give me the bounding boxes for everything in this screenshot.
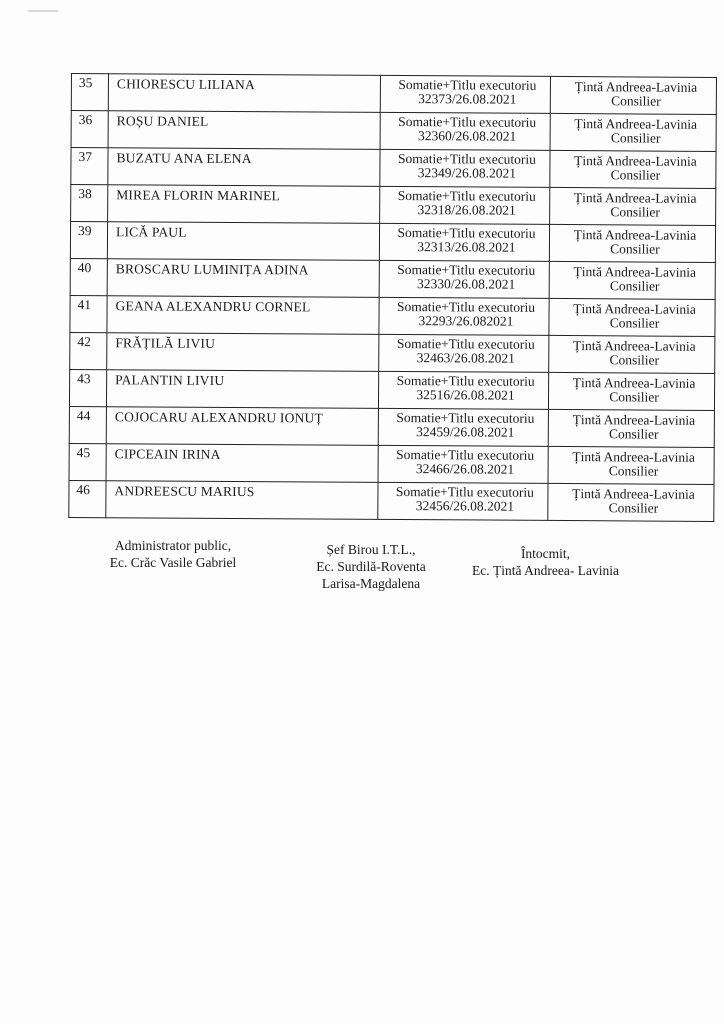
- row-number-cell: [69, 369, 106, 406]
- document-cell: [378, 371, 548, 409]
- responsible-title: Consilier: [609, 315, 660, 331]
- signature-role: Administrator public,: [114, 538, 232, 553]
- document-cell: [378, 408, 548, 446]
- responsible-cell: [549, 335, 715, 373]
- responsible-name: Țintă Andreea-Lavinia: [573, 301, 696, 317]
- row-number: 38: [78, 186, 92, 202]
- debtor-name: COJOCARU ALEXANDRU IONUȚ: [114, 409, 324, 426]
- responsible-title: Consilier: [610, 167, 661, 183]
- responsible-title: Consilier: [609, 278, 660, 294]
- row-number-cell: [69, 480, 106, 517]
- responsible-name: Țintă Andreea-Lavinia: [572, 449, 695, 465]
- row-number-cell: [71, 148, 108, 185]
- document-type: Somatie+Titlu executoriu: [396, 372, 535, 389]
- document-cell: [380, 186, 550, 224]
- document-number: 32318/26.08.2021: [417, 202, 516, 218]
- row-number-cell: [70, 295, 107, 332]
- responsible-cell: [550, 187, 716, 225]
- debtor-name: BUZATU ANA ELENA: [116, 150, 252, 167]
- debtor-name-cell: [107, 222, 379, 261]
- document-cell: [380, 149, 550, 187]
- responsible-cell: [549, 261, 715, 299]
- responsible-name: Țintă Andreea-Lavinia: [572, 412, 696, 428]
- responsible-cell: [549, 224, 715, 262]
- document-type: Somatie+Titlu executoriu: [398, 77, 537, 93]
- responsible-title: Consilier: [609, 352, 660, 368]
- responsible-cell: [548, 409, 714, 447]
- table-row: [69, 443, 714, 484]
- responsible-title: Consilier: [608, 500, 659, 516]
- row-number-cell: [70, 222, 107, 259]
- debtor-name-cell: [108, 111, 380, 150]
- payment-notices-table: [68, 73, 717, 522]
- debtor-name: CHIORESCU LILIANA: [116, 76, 256, 93]
- table-row: [71, 111, 716, 152]
- document-type: Somatie+Titlu executoriu: [396, 409, 535, 426]
- debtor-name: BROSCARU LUMINIȚA ADINA: [115, 261, 309, 278]
- row-number: 43: [77, 371, 91, 387]
- debtor-name: FRĂȚILĂ LIVIU: [115, 335, 216, 351]
- row-number-cell: [70, 332, 107, 369]
- debtor-name: ROȘU DANIEL: [116, 113, 209, 129]
- responsible-cell: [548, 372, 714, 410]
- document-type: Somatie+Titlu executoriu: [396, 446, 535, 463]
- debtor-name-cell: [106, 370, 378, 409]
- signature-head-of-office: [286, 541, 456, 592]
- document-number: 32293/26.082021: [418, 313, 514, 329]
- row-number-cell: [71, 111, 108, 148]
- document-number: 32373/26.08.2021: [418, 91, 517, 107]
- document-number: 32456/26.08.2021: [415, 498, 515, 514]
- responsible-title: Consilier: [608, 463, 659, 479]
- row-number: 39: [77, 223, 92, 239]
- responsible-name: Țintă Andreea-Lavinia: [574, 79, 698, 95]
- debtor-name: LICĂ PAUL: [115, 224, 187, 240]
- row-number: 35: [78, 75, 93, 91]
- row-number-cell: [71, 185, 108, 222]
- responsible-title: Consilier: [611, 93, 661, 109]
- debtor-name-cell: [106, 444, 378, 483]
- responsible-name: Țintă Andreea-Lavinia: [572, 486, 695, 502]
- debtor-name-cell: [107, 259, 379, 298]
- document-number: 32313/26.08.2021: [417, 239, 516, 255]
- responsible-name: Țintă Andreea-Lavinia: [573, 227, 697, 243]
- table-row: [70, 222, 715, 263]
- responsible-cell: [550, 76, 716, 114]
- table-row: [70, 332, 715, 373]
- debtor-name-cell: [107, 296, 379, 335]
- row-number: 44: [76, 408, 91, 424]
- responsible-name: Țintă Andreea-Lavinia: [573, 264, 697, 280]
- table-row: [69, 369, 714, 410]
- debtor-name: MIREA FLORIN MARINEL: [116, 187, 281, 204]
- table-row: [69, 406, 714, 447]
- table-row: [69, 480, 714, 521]
- document-cell: [380, 112, 550, 150]
- responsible-title: Consilier: [609, 426, 659, 442]
- responsible-cell: [550, 150, 716, 188]
- signature-name-continued: Larisa-Magdalena: [321, 576, 421, 591]
- document-number: 32360/26.08.2021: [417, 128, 517, 144]
- debtor-name-cell: [106, 481, 378, 520]
- row-number: 46: [76, 482, 91, 498]
- document-cell: [378, 445, 548, 483]
- signature-prepared-by: [458, 545, 633, 579]
- row-number-cell: [70, 258, 107, 295]
- document-number: 32516/26.08.2021: [416, 387, 515, 403]
- document-cell: [380, 75, 550, 113]
- document-cell: [379, 334, 549, 372]
- table-row: [70, 295, 715, 336]
- table-row: [71, 74, 716, 115]
- scan-artifact: [28, 10, 58, 12]
- signature-role: Întocmit,: [520, 546, 571, 561]
- document-type: Somatie+Titlu executoriu: [395, 483, 534, 500]
- row-number: 36: [78, 112, 93, 128]
- document-cell: [379, 260, 549, 298]
- responsible-cell: [549, 298, 715, 336]
- debtor-name-cell: [106, 407, 378, 446]
- responsible-title: Consilier: [610, 130, 661, 146]
- debtor-name-cell: [107, 333, 379, 372]
- debtor-name: PALANTIN LIVIU: [115, 372, 225, 388]
- row-number: 37: [78, 149, 93, 165]
- responsible-title: Consilier: [610, 204, 660, 220]
- row-number: 42: [77, 334, 91, 350]
- debtor-name-cell: [108, 74, 380, 113]
- table-body: [69, 74, 717, 522]
- document-cell: [378, 482, 548, 520]
- document-type: Somatie+Titlu executoriu: [396, 335, 535, 352]
- responsible-name: Țintă Andreea-Lavinia: [573, 190, 697, 206]
- row-number: 45: [76, 445, 91, 461]
- document-number: 32463/26.08.2021: [416, 350, 515, 366]
- responsible-name: Țintă Andreea-Lavinia: [573, 338, 696, 354]
- document-type: Somatie+Titlu executoriu: [398, 113, 537, 130]
- debtor-name-cell: [108, 148, 380, 187]
- table-row: [71, 148, 716, 189]
- row-number-cell: [69, 406, 106, 443]
- signature-name: Ec. Crăc Vasile Gabriel: [109, 555, 237, 570]
- signature-name: Ec. Surdilă-Roventa: [316, 559, 426, 574]
- signature-role: Șef Birou I.T.L.,: [326, 542, 416, 557]
- document-cell: [379, 223, 549, 261]
- document-type: Somatie+Titlu executoriu: [397, 224, 536, 241]
- responsible-cell: [548, 446, 714, 484]
- row-number-cell: [69, 443, 106, 480]
- debtor-name: ANDREESCU MARIUS: [114, 483, 255, 500]
- table-row: [71, 185, 716, 226]
- row-number: 41: [77, 297, 92, 313]
- document-type: Somatie+Titlu executoriu: [397, 298, 536, 315]
- debtor-name-cell: [108, 185, 380, 224]
- document-number: 32459/26.08.2021: [416, 424, 515, 440]
- responsible-name: Țintă Andreea-Lavinia: [572, 375, 696, 391]
- responsible-title: Consilier: [610, 241, 660, 257]
- responsible-name: Țintă Andreea-Lavinia: [574, 153, 697, 169]
- row-number-cell: [71, 74, 108, 111]
- document-type: Somatie+Titlu executoriu: [397, 261, 536, 278]
- responsible-cell: [550, 113, 716, 151]
- document-number: 32330/26.08.2021: [417, 276, 516, 292]
- responsible-name: Țintă Andreea-Lavinia: [574, 116, 698, 132]
- document-type: Somatie+Titlu executoriu: [397, 187, 536, 204]
- table-row: [70, 258, 715, 299]
- row-number: 40: [77, 260, 92, 276]
- document-cell: [379, 297, 549, 335]
- signature-administrator: [78, 537, 268, 571]
- document-number: 32349/26.08.2021: [417, 165, 517, 181]
- document-number: 32466/26.08.2021: [415, 461, 515, 477]
- debtor-name: CIPCEAIN IRINA: [114, 446, 221, 462]
- responsible-title: Consilier: [609, 389, 659, 405]
- signature-name: Ec. Țintă Andreea- Lavinia: [472, 563, 619, 578]
- document-type: Somatie+Titlu executoriu: [397, 150, 537, 167]
- debtor-name: GEANA ALEXANDRU CORNEL: [115, 298, 311, 315]
- responsible-cell: [548, 483, 714, 521]
